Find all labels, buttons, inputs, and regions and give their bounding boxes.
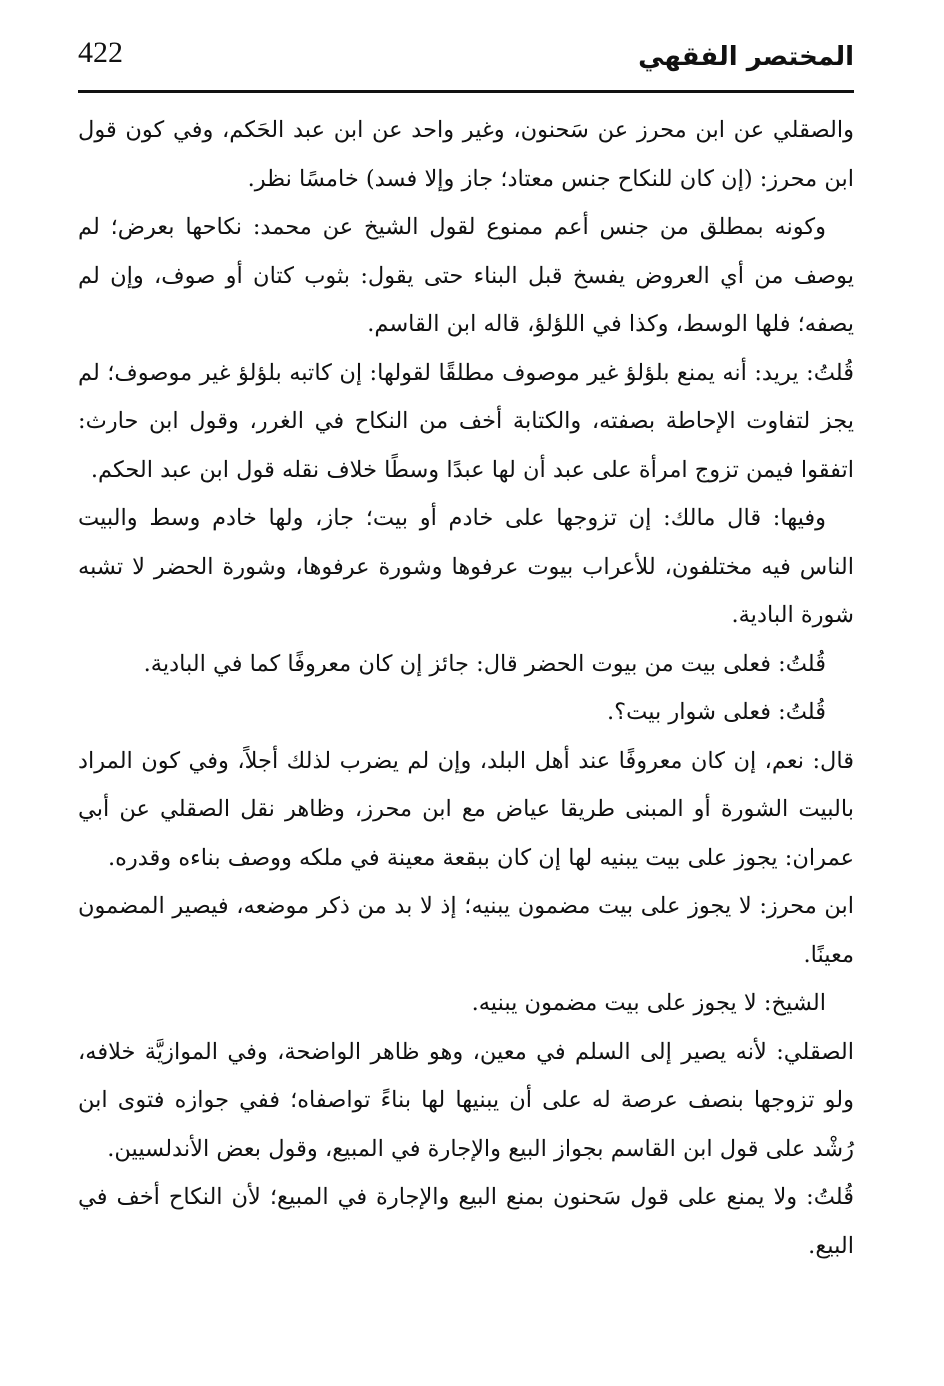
page-number: 422	[78, 36, 123, 69]
paragraph: قُلتُ: فعلى بيت من بيوت الحضر قال: جائز إن كان معروفًا كما في البادية.	[143, 650, 826, 677]
paragraph: الصقلي: لأنه يصير إلى السلم في معين، وهو ظاهر الواضحة، وفي الموازيَّة خلافه، ولو تزوجها بنصف عرصة له على أن يبنيها لها بناءً تواصفاه؛ ففي جوازه فتوى ابن رُشْد على قول ابن القاسم بجواز البيع والإجارة في المبيع، وقول بعض الأندلسيين.	[78, 1038, 854, 1162]
paragraph: قُلتُ: يريد: أنه يمنع بلؤلؤ غير موصوف مطلقًا لقولها: إن كاتبه بلؤلؤ غير موصوف؛ لم يجز لتفاوت الإحاطة بصفته، والكتابة أخف من النكاح في الغرر، وقول ابن حارث: اتفقوا فيمن تزوج امرأة على عبد أن لها عبدًا وسطًا خلاف نقله قول ابن عبد الحكم.	[78, 359, 854, 483]
page-header	[78, 30, 854, 86]
paragraph: ابن محرز: لا يجوز على بيت مضمون يبنيه؛ إذ لا بد من ذكر موضعه، فيصير المضمون معينًا.	[78, 893, 854, 968]
book-title: المختصر الفقهي	[638, 42, 854, 72]
paragraph: الشيخ: لا يجوز على بيت مضمون يبنيه.	[471, 990, 826, 1016]
page-body	[78, 106, 854, 1270]
paragraph: وفيها: قال مالك: إن تزوجها على خادم أو بيت؛ جاز، ولها خادم وسط والبيت الناس فيه مختلفون، للأعراب بيوت عرفوها وشورة عرفوها، وشورة الحضر لا تشبه شورة البادية.	[78, 505, 854, 628]
paragraph: وكونه بمطلق من جنس أعم ممنوع لقول الشيخ عن محمد: نكاحها بعرض؛ لم يوصف من أي العروض يفسخ قبل البناء حتى يقول: بثوب كتان أو صوف، وإن لم يصفه؛ فلها الوسط، وكذا في اللؤلؤ، قاله ابن القاسم.	[78, 214, 854, 337]
paragraph: والصقلي عن ابن محرز عن سَحنون، وغير واحد عن ابن عبد الحَكم، وفي كون قول ابن محرز: (إن كان للنكاح جنس معتاد؛ جاز وإلا فسد) خامسًا نظر.	[78, 117, 854, 192]
paragraph: قُلتُ: فعلى شوار بيت؟.	[607, 699, 826, 725]
paragraph: قُلتُ: ولا يمنع على قول سَحنون بمنع البيع والإجارة في المبيع؛ لأن النكاح أخف في البيع.	[78, 1184, 854, 1259]
header-divider	[78, 90, 854, 93]
paragraph: قال: نعم، إن كان معروفًا عند أهل البلد، وإن لم يضرب لذلك أجلاً، وفي كون المراد بالبيت الشورة أو المبنى طريقا عياض مع ابن محرز، وظاهر نقل الصقلي عن أبي عمران: يجوز على بيت يبنيه لها إن كان ببقعة معينة في ملكه ووصف بناءه وقدره.	[78, 747, 854, 871]
